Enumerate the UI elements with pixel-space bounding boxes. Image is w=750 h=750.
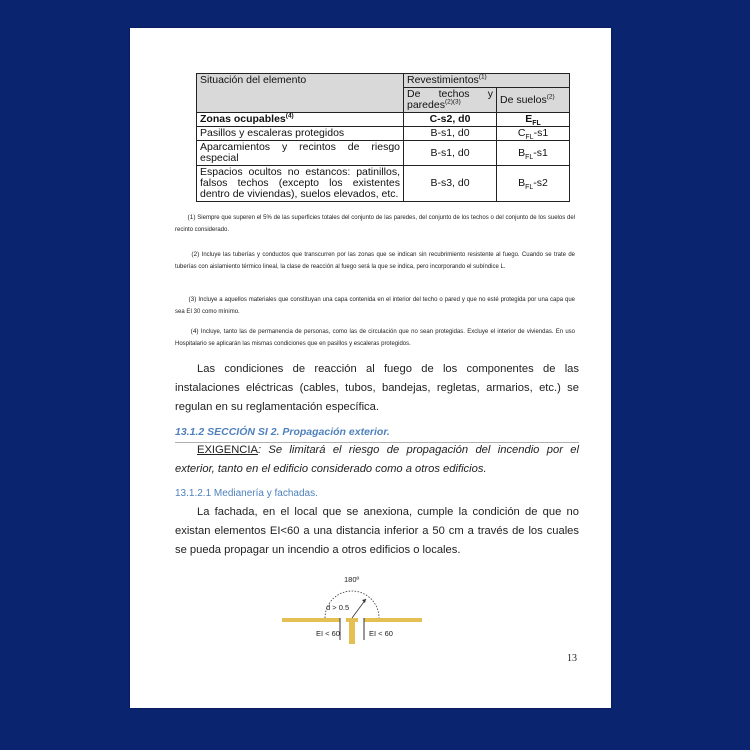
header-techos: De techos y paredes$^{(2)(3)}$ <box>404 88 497 113</box>
row-suelos: $C_{FL}-s1$ <box>497 127 570 141</box>
footnote-2: (2) Incluye las tuberías y conductos que transcurren por las zonas que se indican sin recubrimiento resistente al fuego. Cuando se trate de tuberías con aislamiento térmico lineal, la clase de reacción al fuego será la que se indica, pero incorporando el subíndice L. <box>175 251 575 270</box>
party-wall <box>349 622 355 644</box>
paragraph-electrical: Las condiciones de reacción al fuego de los componentes de las instalaciones eléctricas (cables, tubos, bandejas, regletas, armarios, etc.) se regulan en su reglamentación específica. <box>175 363 579 413</box>
table-row <box>197 127 570 141</box>
footnote-4: (4) Incluye, tanto las de permanencia de personas, como las de circulación que no sean protegidas. Excluye el interior de viviendas. En uso Hospitalario se aplicarán las mismas condiciones que en pasillos y escaleras protegidos. <box>175 328 576 347</box>
footnote-1: (1) Siempre que superen el 5% de las superficies totales del conjunto de las paredes, del conjunto de los techos o del conjunto de los suelos del recinto considerado. <box>175 214 575 233</box>
header-revestimientos: Revestimientos$^{(1)}$ <box>404 74 570 88</box>
page-number: 13 <box>567 653 577 664</box>
reaction-requirements-table <box>196 73 570 202</box>
header-situacion: Situación del elemento <box>197 74 404 113</box>
row-suelos: $E_{FL}$ <box>497 113 570 127</box>
facade-distance-diagram <box>280 566 460 646</box>
row-element: Pasillos y escaleras protegidos <box>197 127 404 141</box>
table-header-row <box>197 74 570 88</box>
center-wall-cap <box>346 618 358 622</box>
right-wall-strip <box>364 618 422 622</box>
left-wall-strip <box>282 618 340 622</box>
table-row <box>197 141 570 166</box>
subsection-heading: 13.1.2.1 Medianería y fachadas. <box>175 488 318 499</box>
row-suelos: $B_{FL}-s1$ <box>497 141 570 166</box>
angle-label: 180º <box>344 575 360 584</box>
distance-label: d > 0.5 <box>326 603 350 612</box>
row-suelos: $B_{FL}-s2$ <box>497 166 570 202</box>
right-ei-label: EI < 60 <box>369 629 393 638</box>
section-heading: 13.1.2 SECCIÓN SI 2. Propagación exterior. <box>175 426 390 438</box>
left-ei-label: EI < 60 <box>316 629 340 638</box>
document-page <box>130 28 611 708</box>
paragraph-fachada: La fachada, en el local que se anexiona, cumple la condición de que no existan elementos EI<60 a una distancia inferior a 50 cm a través de los cuales se pueda propagar un incendio a otros edificios o locales. <box>175 506 579 556</box>
table-row <box>197 113 570 127</box>
row-techos: B-s1, d0 <box>404 127 497 141</box>
table-row <box>197 166 570 202</box>
arrow-head-icon <box>362 599 366 603</box>
row-techos: B-s3, d0 <box>404 166 497 202</box>
row-element: Zonas ocupables$^{(4)}$ <box>197 113 404 127</box>
row-techos: C-s2, d0 <box>404 113 497 127</box>
exigencia-paragraph: EXIGENCIA: Se limitará el riesgo de propagación del incendio por el exterior, tanto en el edificio considerado como a otros edificios. <box>175 444 579 475</box>
row-element: Aparcamientos y recintos de riesgo especial <box>197 141 404 166</box>
row-techos: B-s1, d0 <box>404 141 497 166</box>
exigencia-label: EXIGENCIA <box>197 444 258 456</box>
footnote-3: (3) Incluye a aquellos materiales que constituyan una capa contenida en el interior del techo o pared y que no esté protegida por una capa que sea EI 30 como mínimo. <box>175 296 575 315</box>
row-element: Espacios ocultos no estancos: patinillos, falsos techos (excepto los existentes dentro de viviendas), suelos elevados, etc. <box>197 166 404 202</box>
header-suelos: De suelos$^{(2)}$ <box>497 88 570 113</box>
